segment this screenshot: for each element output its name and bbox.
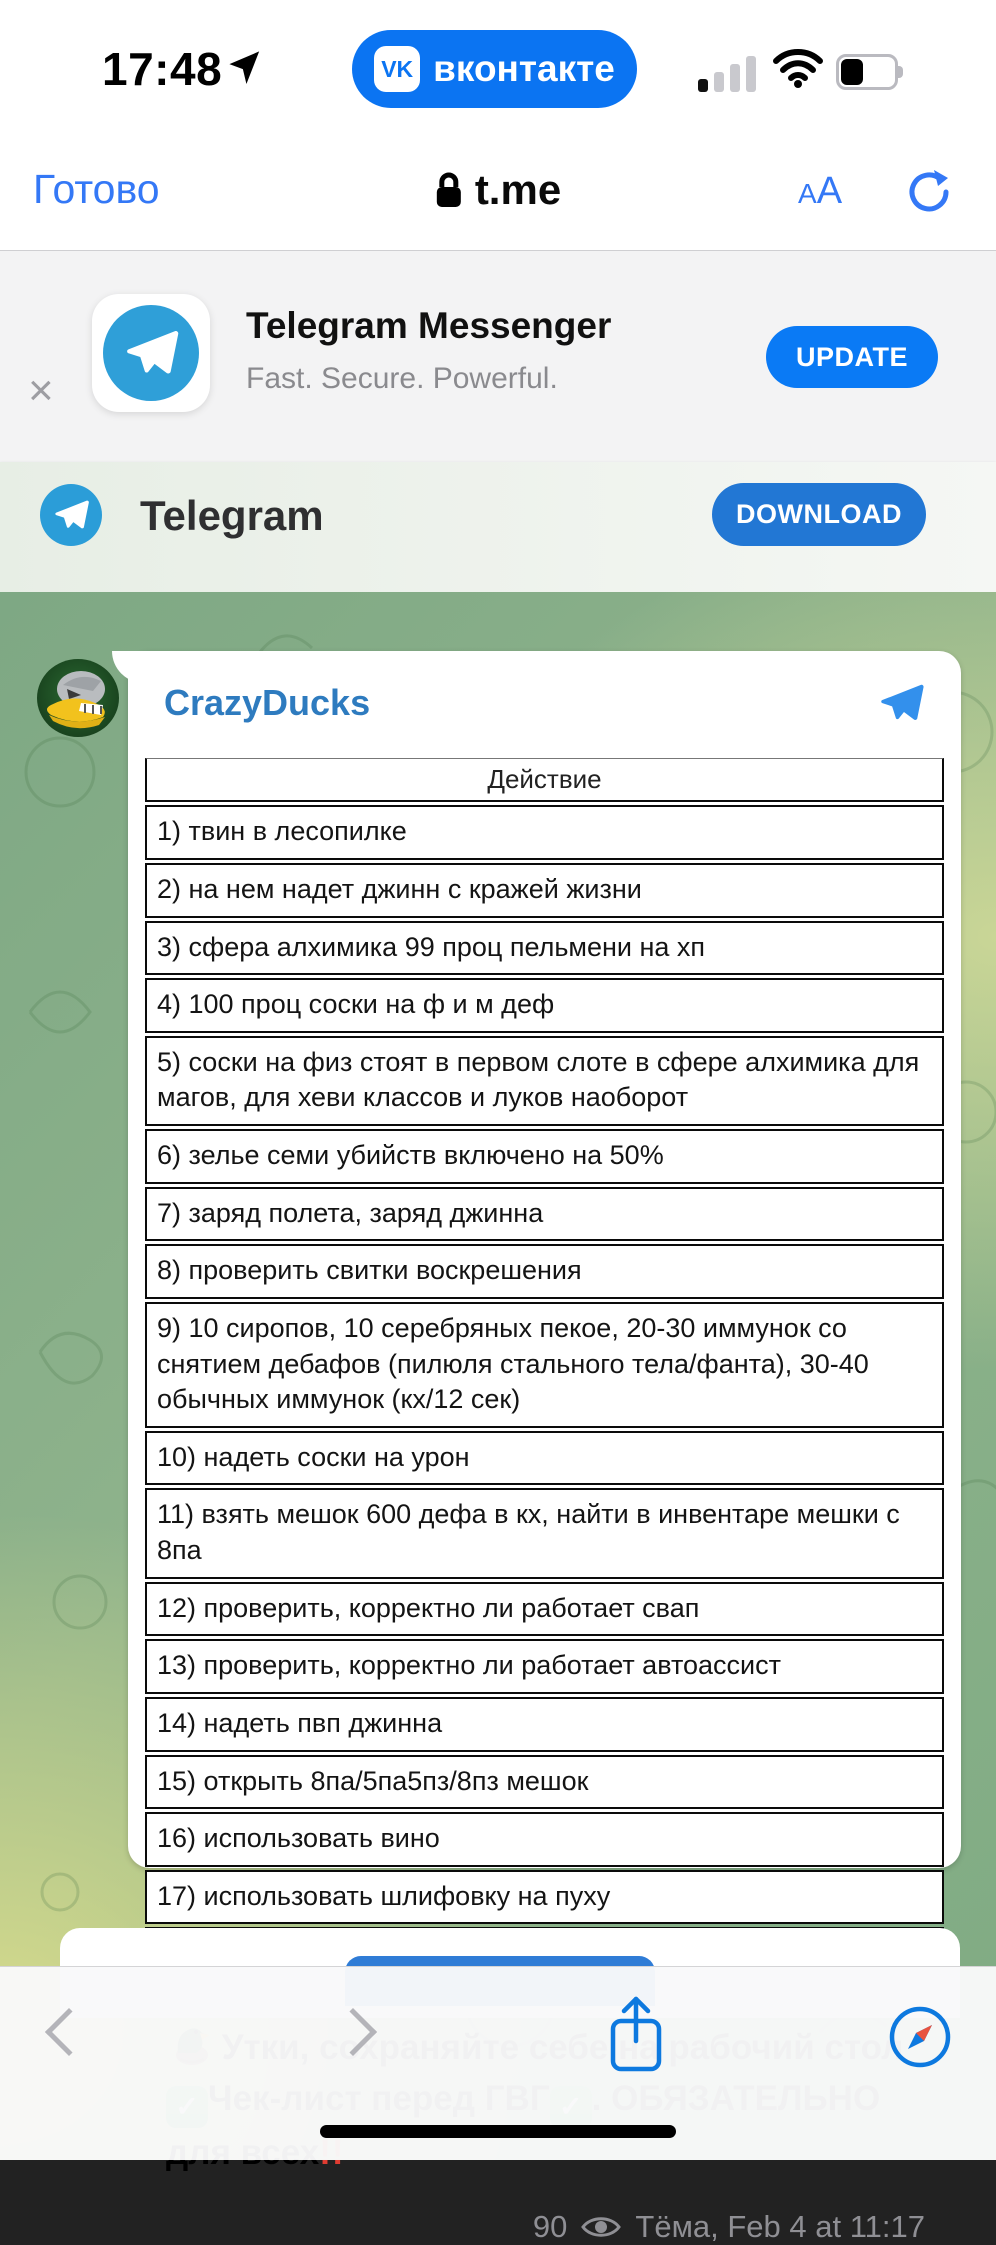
forward-button[interactable] xyxy=(329,2008,377,2056)
safari-toolbar xyxy=(0,1966,996,2160)
table-row: 7) заряд полета, заряд джинна xyxy=(145,1187,944,1242)
byline: Тёма, Feb 4 at 11:17 xyxy=(635,2208,925,2244)
clock: 17:48 xyxy=(102,43,223,95)
checklist-body xyxy=(145,758,944,1982)
location-arrow-icon xyxy=(228,48,262,86)
share-button[interactable] xyxy=(605,1995,667,2077)
vk-logo-icon: VK xyxy=(374,46,420,92)
view-count: 90 xyxy=(532,2208,568,2244)
battery-icon xyxy=(836,54,906,90)
done-button[interactable]: Готово xyxy=(33,166,160,212)
site-brand-name: Telegram xyxy=(140,492,324,539)
message-meta xyxy=(164,2209,925,2245)
checklist-table xyxy=(145,755,944,1985)
table-row: 15) открыть 8па/5па5пз/8пз мешок xyxy=(145,1755,944,1810)
wifi-icon xyxy=(772,48,824,88)
close-banner-button[interactable]: × xyxy=(28,366,54,415)
table-row: 13) проверить, корректно ли работает автоассист xyxy=(145,1639,944,1694)
bubble-header xyxy=(164,651,925,755)
cell-signal-icon xyxy=(698,56,760,92)
table-row: 16) использовать вино xyxy=(145,1812,944,1867)
table-row: 17) использовать шлифовку на пуху xyxy=(145,1870,944,1925)
chat-background xyxy=(0,592,996,2244)
reload-button[interactable] xyxy=(906,166,954,218)
telegram-share-icon[interactable] xyxy=(877,679,925,727)
table-row: 2) на нем надет джинн с кражей жизни xyxy=(145,863,944,918)
channel-name-link[interactable]: CrazyDucks xyxy=(164,682,371,723)
table-row: 5) соски на физ стоят в первом слоте в сфере алхимика для магов, для хеви классов и луков наоборот xyxy=(145,1036,944,1126)
status-bar xyxy=(0,0,996,130)
address-field[interactable] xyxy=(435,166,561,214)
table-row: 11) взять мешок 600 дефа в кх, найти в инвентаре мешки с 8па xyxy=(145,1488,944,1578)
table-row: 8) проверить свитки воскрешения xyxy=(145,1244,944,1299)
table-row: 14) надеть пвп джинна xyxy=(145,1697,944,1752)
text-size-button[interactable]: AA xyxy=(798,170,843,212)
message-bubble xyxy=(128,651,961,2244)
telegram-logo xyxy=(40,484,102,546)
update-button[interactable]: UPDATE xyxy=(766,326,938,388)
paper-plane-icon xyxy=(52,496,90,534)
app-name: Telegram Messenger xyxy=(246,305,612,346)
home-indicator[interactable] xyxy=(320,2125,676,2138)
table-row: 10) надеть соски на урон xyxy=(145,1431,944,1486)
back-button[interactable] xyxy=(45,2008,93,2056)
safari-url-bar xyxy=(0,130,996,250)
vk-app-banner[interactable] xyxy=(352,30,637,108)
download-button[interactable]: DOWNLOAD xyxy=(712,483,926,546)
table-row: 12) проверить, корректно ли работает свап xyxy=(145,1582,944,1637)
table-row: 4) 100 проц соски на ф и м деф xyxy=(145,978,944,1033)
table-row: 3) сфера алхимика 99 проц пельмени на хп xyxy=(145,921,944,976)
table-row: 9) 10 сиропов, 10 серебряных пекое, 20-30 иммунок со снятием дебафов (пилюля стального тела/фанта), 30-40 обычных иммунок (кх/12 сек) xyxy=(145,1302,944,1428)
app-tagline: Fast. Secure. Powerful. xyxy=(246,362,558,395)
channel-avatar[interactable] xyxy=(37,659,119,737)
telegram-app-icon xyxy=(92,294,210,412)
duck-avatar-image xyxy=(37,659,119,737)
safari-tabs-button[interactable] xyxy=(888,2005,952,2069)
table-header: Действие xyxy=(145,758,944,802)
table-row: 1) твин в лесопилке xyxy=(145,805,944,860)
table-row: 6) зелье семи убийств включено на 50% xyxy=(145,1129,944,1184)
vk-banner-label: вконтакте xyxy=(433,48,615,89)
views-eye-icon xyxy=(581,2213,621,2241)
lock-icon xyxy=(435,171,463,209)
paper-plane-icon xyxy=(122,324,180,382)
url-text: t.me xyxy=(474,166,562,213)
